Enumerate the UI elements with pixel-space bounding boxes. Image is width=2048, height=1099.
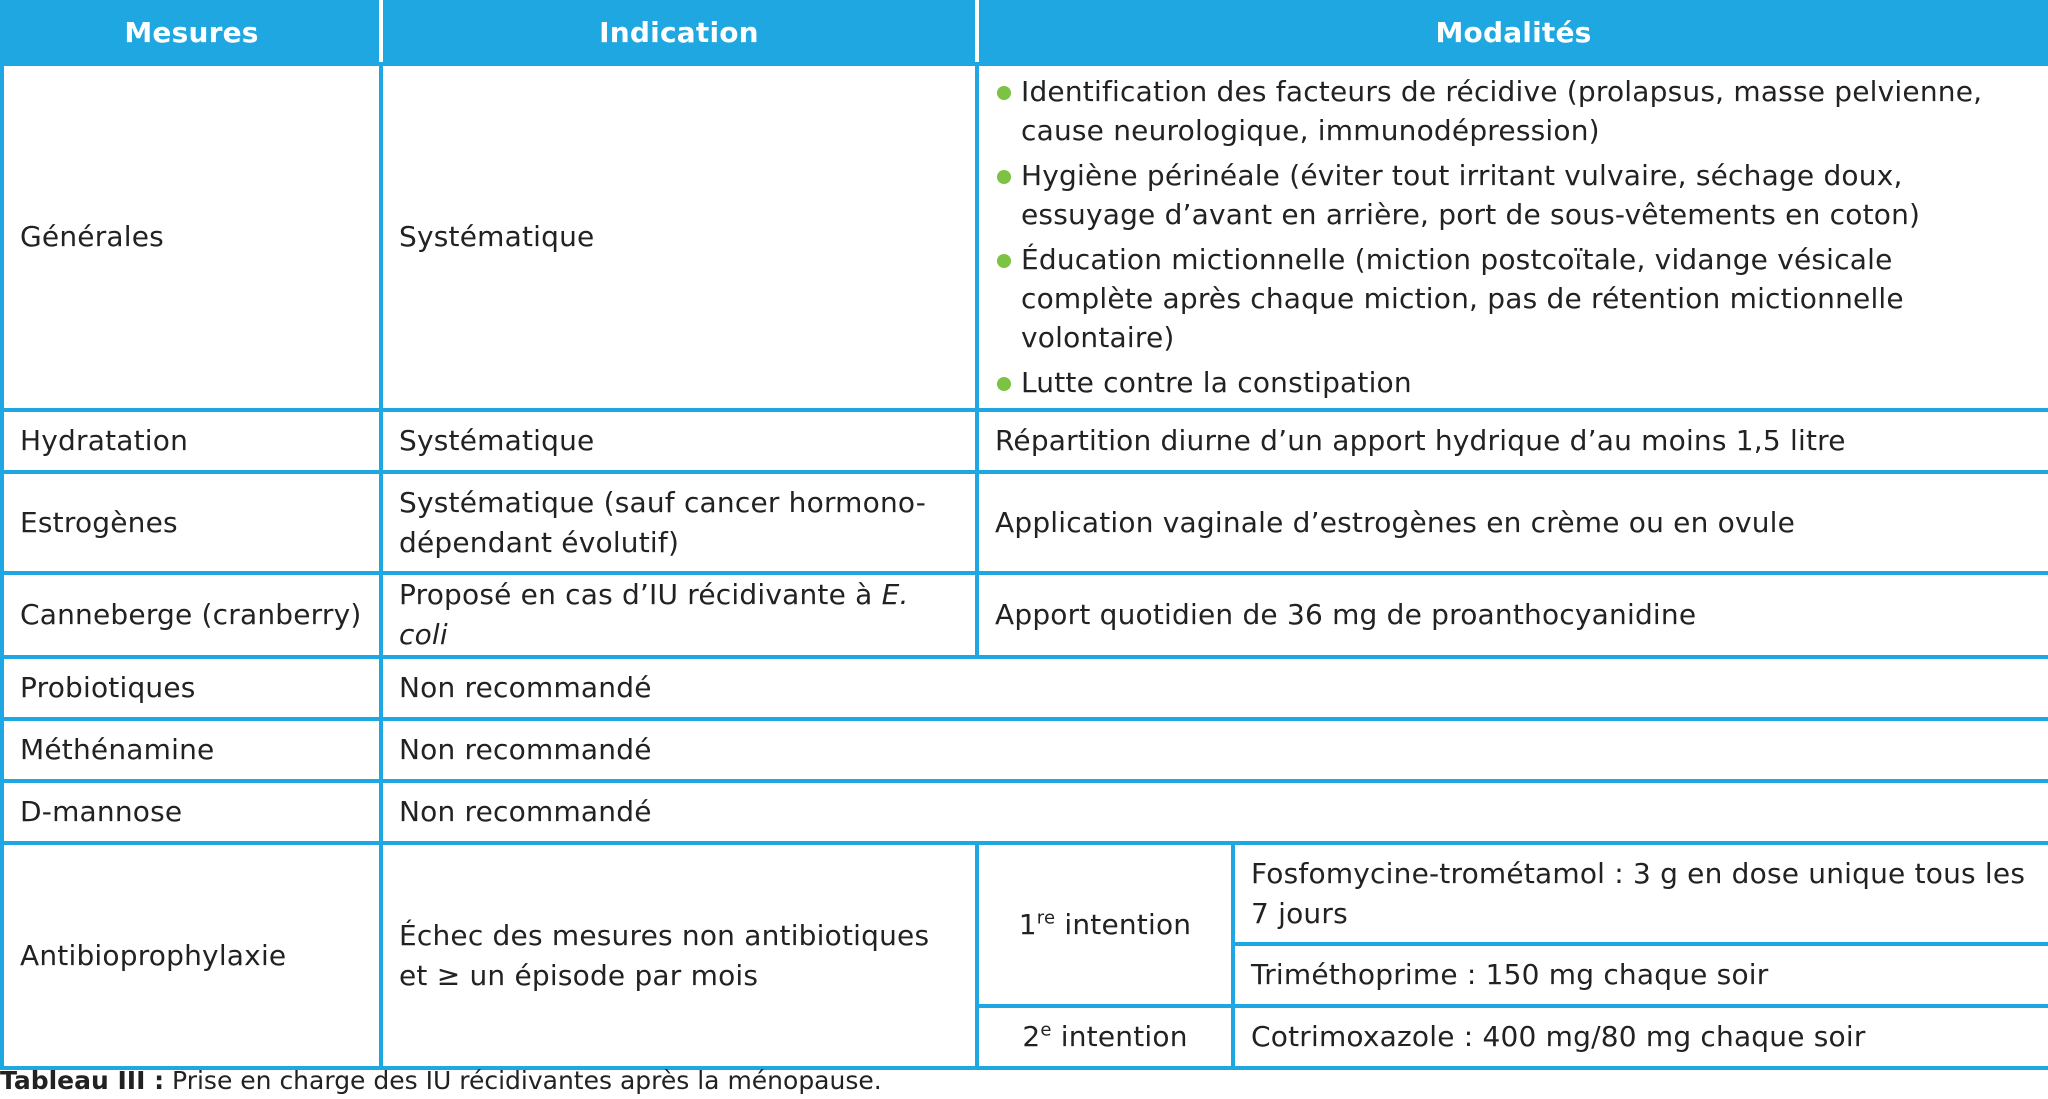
row-mesure-probiotiques: Probiotiques (2, 657, 381, 719)
bullet-text: Lutte contre la constipation (1021, 366, 1412, 399)
row-indication-dmannose: Non recommandé (381, 781, 2048, 843)
second-intention-sup: e (1040, 1019, 1052, 1041)
second-intention-text: intention (1051, 1020, 1188, 1053)
row-indication-estrogenes: Systématique (sauf cancer hormono-dépendant évolutif) (381, 472, 977, 573)
row-modalite-hydratation: Répartition diurne d’un apport hydrique d’au moins 1,5 litre (977, 410, 2048, 472)
second-intention-label (977, 1006, 1233, 1068)
first-intention-text: intention (1055, 907, 1192, 941)
bullet-list (995, 72, 2032, 402)
list-item (995, 240, 2032, 357)
row-modalite-canneberge: Apport quotidien de 36 mg de proanthocyanidine (977, 573, 2048, 657)
header-modalites: Modalités (977, 2, 2048, 64)
row-mesure-dmannose: D-mannose (2, 781, 381, 843)
table-row (2, 657, 2048, 719)
header-row (2, 2, 2048, 64)
table-caption (0, 1066, 882, 1096)
table-row (2, 719, 2048, 781)
row-indication-canneberge (381, 573, 977, 657)
caption-label: Tableau III : (0, 1066, 165, 1095)
row-mesure-estrogenes: Estrogènes (2, 472, 381, 573)
table-row (2, 843, 2048, 944)
second-intention-option-a: Cotrimoxazole : 400 mg/80 mg chaque soir (1233, 1006, 2048, 1068)
bullet-dot-icon (997, 86, 1011, 100)
list-item (995, 363, 2032, 402)
bullet-text: Hygiène périnéale (éviter tout irritant vulvaire, séchage doux, essuyage d’avant en arrière, port de sous-vêtements en coton) (1021, 159, 1921, 231)
first-intention-label (977, 843, 1233, 1006)
table-row (2, 472, 2048, 573)
row-indication-probiotiques: Non recommandé (381, 657, 2048, 719)
first-intention-number: 1 (1018, 907, 1037, 941)
list-item (995, 72, 2032, 150)
bullet-dot-icon (997, 254, 1011, 268)
row-indication-methenamine: Non recommandé (381, 719, 2048, 781)
bacteria-name: E. coli (399, 578, 909, 651)
row-mesure-antibio: Antibioprophylaxie (2, 843, 381, 1068)
table-row (2, 781, 2048, 843)
caption-text: Prise en charge des IU récidivantes après la ménopause. (164, 1066, 882, 1095)
header-indication: Indication (381, 2, 977, 64)
indication-text: Proposé en cas d’IU récidivante à (399, 578, 882, 611)
bullet-text: Éducation mictionnelle (miction postcoïtale, vidange vésicale complète après chaque miction, pas de rétention mictionnelle volontaire) (1021, 243, 1904, 354)
row-mesure-canneberge: Canneberge (cranberry) (2, 573, 381, 657)
header-mesures: Mesures (2, 2, 381, 64)
row-mesure-hydratation: Hydratation (2, 410, 381, 472)
table-row (2, 573, 2048, 657)
first-intention-option-a: Fosfomycine-trométamol : 3 g en dose unique tous les 7 jours (1233, 843, 2048, 944)
bullet-text: Identification des facteurs de récidive (prolapsus, masse pelvienne, cause neurologique, immunodépression) (1021, 75, 1983, 147)
second-intention-number: 2 (1022, 1020, 1041, 1053)
bullet-dot-icon (997, 170, 1011, 184)
row-indication-antibio: Échec des mesures non antibiotiques et ≥ un épisode par mois (381, 843, 977, 1068)
bullet-dot-icon (997, 377, 1011, 391)
row-indication-generales: Systématique (381, 64, 977, 410)
row-modalite-estrogenes: Application vaginale d’estrogènes en crème ou en ovule (977, 472, 2048, 573)
first-intention-sup: re (1036, 907, 1056, 929)
table-row (2, 64, 2048, 410)
table-row (2, 410, 2048, 472)
row-mesure-methenamine: Méthénamine (2, 719, 381, 781)
row-indication-hydratation: Systématique (381, 410, 977, 472)
row-modalites-generales (977, 64, 2048, 410)
row-mesure-generales: Générales (2, 64, 381, 410)
first-intention-option-b: Triméthoprime : 150 mg chaque soir (1233, 944, 2048, 1006)
list-item (995, 156, 2032, 234)
